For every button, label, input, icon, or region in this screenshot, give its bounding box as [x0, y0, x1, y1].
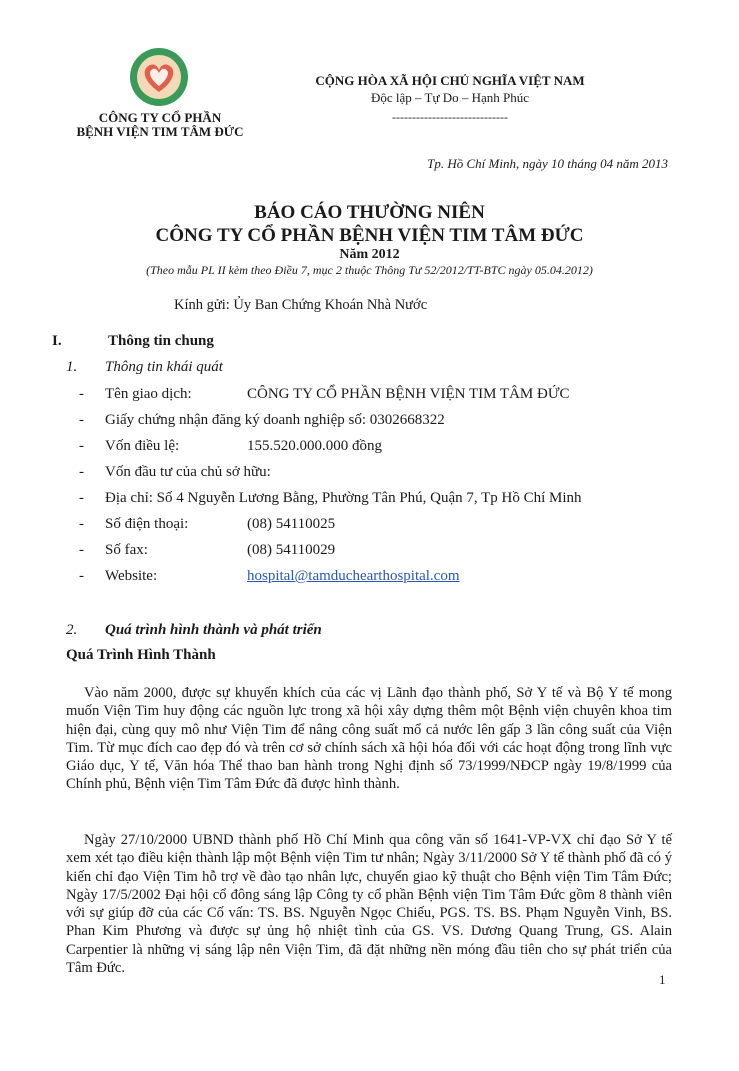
bullet: -: [79, 568, 84, 584]
section-number: I.: [52, 333, 62, 349]
website-link[interactable]: hospital@tamduchearthospital.com: [247, 568, 460, 584]
report-company: CÔNG TY CỔ PHẦN BỆNH VIỆN TIM TÂM ĐỨC: [155, 225, 584, 246]
item-label: Vốn đầu tư của chủ sở hữu:: [105, 464, 271, 480]
history-heading: Quá Trình Hình Thành: [66, 647, 216, 663]
subsection-title: Thông tin khái quát: [105, 359, 223, 375]
bullet: -: [79, 438, 84, 454]
report-year: Năm 2012: [339, 247, 400, 262]
item-label: Số điện thoại:: [105, 516, 189, 532]
section-title: Thông tin chung: [108, 333, 214, 349]
national-motto: Độc lập – Tự Do – Hạnh Phúc: [370, 90, 530, 105]
item-label: Vốn điều lệ:: [105, 438, 180, 454]
date-line: Tp. Hồ Chí Minh, ngày 10 tháng 04 năm 2013: [427, 156, 668, 171]
subsection-number: 2.: [66, 622, 78, 638]
item-label: Website:: [105, 568, 158, 584]
company-logo: [129, 47, 189, 107]
heart-logo-icon: [129, 47, 189, 107]
recipient: Kính gửi: Ủy Ban Chứng Khoán Nhà Nước: [174, 297, 428, 313]
item-value: CÔNG TY CỔ PHẦN BỆNH VIỆN TIM TÂM ĐỨC: [247, 386, 570, 402]
report-note: (Theo mẫu PL II kèm theo Điều 7, mục 2 thuộc Thông Tư 52/2012/TT-BTC ngày 05.04.2012): [146, 263, 593, 277]
report-title: BÁO CÁO THƯỜNG NIÊN: [254, 202, 485, 223]
subsection-title: Quá trình hình thành và phát triển: [105, 622, 322, 638]
bullet: -: [79, 412, 84, 428]
item-label: Địa chỉ: Số 4 Nguyễn Lương Bằng, Phường Tân Phú, Quận 7, Tp Hồ Chí Minh: [105, 490, 582, 506]
header-separator: -----------------------------: [392, 110, 508, 124]
item-value: (08) 54110029: [247, 542, 336, 558]
paragraph-founding: Vào năm 2000, được sự khuyến khích của các vị Lãnh đạo thành phố, Sở Y tế và Bộ Y tế mong muốn Viện Tim huy động các nguồn lực trong xã hội xây dựng thêm một Bệnh viện chuyên khoa tim hiện đại, cùng quy mô như Viện Tim để nâng công suất mổ cả nước lên gấp 3 lần công suất của Viện Tim. Từ mục đích cao đẹp đó và trên cơ sở chính sách xã hội hóa đối với các hoạt động trong lĩnh vực Giáo dục, Y tế, Văn hóa Thể thao ban hành trong Nghị định số 73/1999/NĐCP ngày 19/8/1999 của Chính phủ, Bệnh viện Tim Tâm Đức đã được hình thành.: [66, 685, 672, 793]
bullet: -: [79, 464, 84, 480]
bullet: -: [79, 490, 84, 506]
company-name-line2: BỆNH VIỆN TIM TÂM ĐỨC: [76, 124, 244, 139]
subsection-number: 1.: [66, 359, 78, 375]
bullet: -: [79, 542, 84, 558]
paragraph-history: Ngày 27/10/2000 UBND thành phố Hồ Chí Minh qua công văn số 1641-VP-VX chỉ đạo Sở Y tế xem xét tạo điều kiện thành lập một Bệnh viện Tim tư nhân; Ngày 3/11/2000 Sở Y tế thành phố đã có ý kiến chỉ đạo Viện Tim hỗ trợ về đào tạo nhân lực, chuyển giao kỹ thuật cho Bệnh viện Tim Tâm Đức; Ngày 17/5/2002 Đại hội cổ đông sáng lập Công ty cổ phần Bệnh viện Tim Tâm Đức gồm 8 thành viên với sự giúp đỡ của các Cố vấn: TS. BS. Nguyễn Ngọc Chiếu, PGS. TS. BS. Phạm Nguyễn Vinh, BS. Phan Kim Phương và được sự ủng hộ nhiệt tình của GS. VS. Dương Quang Trung, GS. Alain Carpentier là những vị sáng lập nên Viện Tim, đã đặt những nền móng đầu tiên cho sự phát triển của Tâm Đức.: [66, 832, 672, 977]
item-label: Số fax:: [105, 542, 148, 558]
bullet: -: [79, 516, 84, 532]
company-name-line1: CÔNG TY CỔ PHẦN: [98, 110, 222, 125]
item-value: 155.520.000.000 đồng: [247, 438, 382, 454]
item-label: Giấy chứng nhận đăng ký doanh nghiệp số: 0302668322: [105, 412, 445, 428]
page-number: 1: [659, 972, 666, 987]
bullet: -: [79, 386, 84, 402]
item-label: Tên giao dịch:: [105, 386, 192, 402]
nation-title: CỘNG HÒA XÃ HỘI CHỦ NGHĨA VIỆT NAM: [315, 73, 585, 88]
item-value: (08) 54110025: [247, 516, 336, 532]
